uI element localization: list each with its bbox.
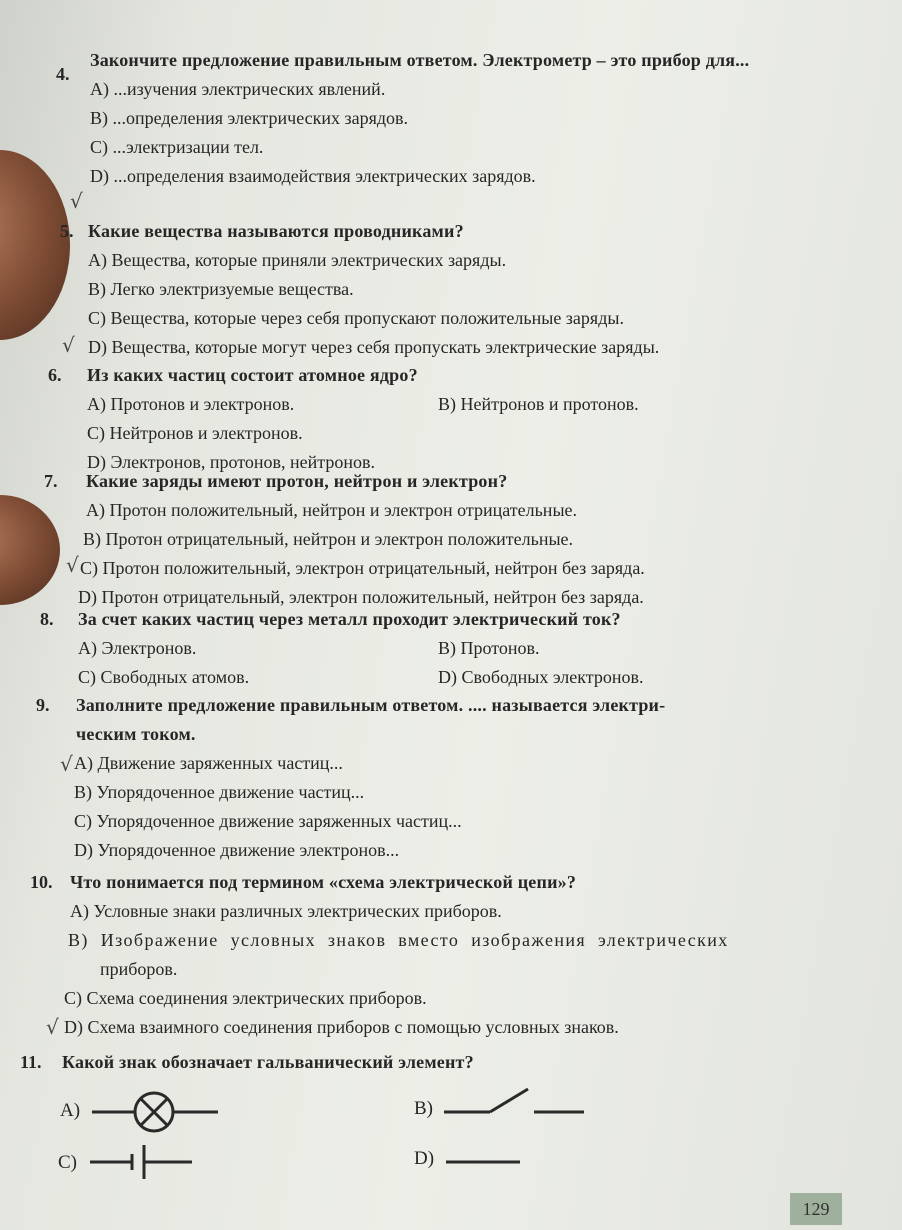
option-c: C) ...электризации тел. [90,137,264,157]
question-text: Какой знак обозначает гальванический элемент? [62,1052,474,1072]
switch-symbol [442,1084,592,1120]
question-text: Что понимается под термином «схема электрической цепи»? [70,872,577,892]
question-number: 6. [48,365,62,385]
option-a-label: A) [60,1100,81,1121]
option-b: B) Протонов. [438,638,540,658]
option-b: B) Изображение условных знаков вместо изображения электрических [68,930,729,950]
option-c: C) Упорядоченное движение заряженных частиц... [74,811,462,831]
check-mark-icon: √ [62,333,75,357]
question-number: 11. [20,1052,42,1072]
question-text-line2: ческим током. [76,724,196,744]
option-b: B) Протон отрицательный, нейтрон и электрон положительные. [83,529,574,549]
question-number: 10. [30,872,53,892]
option-b: B) Легко электризуемые вещества. [88,279,354,299]
option-d: D) Свободных электронов. [438,667,644,687]
option-a: A) ...изучения электрических явлений. [90,79,386,99]
question-text: Какие вещества называются проводниками? [88,221,464,241]
question-5 [0,217,860,362]
question-11 [0,1048,860,1077]
check-mark-icon: √ [70,189,83,213]
question-text: Какие заряды имеют протон, нейтрон и электрон? [86,471,508,491]
question-6 [0,361,860,477]
option-c: C) Вещества, которые через себя пропускают положительные заряды. [88,308,624,328]
option-row [0,634,860,663]
question-7 [0,467,860,612]
question-8 [0,605,860,692]
question-10 [0,868,860,1042]
question-number: 8. [40,609,54,629]
option-c: C) Нейтронов и электронов. [87,423,303,443]
option-b: B) Упорядоченное движение частиц... [74,782,365,802]
option-d: D) Электронов, протонов, нейтронов. [87,452,375,472]
option-d: D) Протон отрицательный, электрон положительный, нейтрон без заряда. [78,587,644,607]
option-a: A) Условные знаки различных электрических приборов. [70,901,502,921]
question-4 [0,44,860,191]
option-a: A) Движение заряженных частиц... [74,753,343,773]
check-mark-icon: √ [60,752,73,776]
question-9 [0,691,860,865]
option-b-label: B) [414,1098,433,1119]
lamp-symbol [90,1090,220,1134]
option-c: C) Свободных атомов. [78,667,250,687]
option-row [0,663,860,692]
question-text: Закончите предложение правильным ответом. Электрометр – это прибор для... [90,50,750,70]
question-text: Из каких частиц состоит атомное ядро? [87,365,418,385]
question-text: За счет каких частиц через металл проходит электрический ток? [78,609,621,629]
question-number: 7. [44,471,58,491]
option-d-label: D) [414,1148,435,1169]
option-a: A) Электронов. [78,638,197,658]
option-c-label: C) [58,1152,77,1173]
question-number: 4. [56,64,70,84]
option-b: B) ...определения электрических зарядов. [90,108,409,128]
question-text-line1: Заполните предложение правильным ответом. .... называется электри- [76,695,666,715]
option-c: C) Протон положительный, электрон отрицательный, нейтрон без заряда. [80,558,645,578]
question-number: 9. [36,695,50,715]
option-a: A) Вещества, которые приняли электрических заряды. [88,250,507,270]
page-number: 129 [790,1193,842,1225]
option-a: A) Протон положительный, нейтрон и электрон отрицательные. [86,500,578,520]
check-mark-icon: √ [66,553,79,577]
option-a: A) Протонов и электронов. [87,394,295,414]
option-d: D) Схема взаимного соединения приборов с помощью условных знаков. [64,1017,619,1037]
check-mark-icon: √ [46,1015,59,1039]
option-b: B) Нейтронов и протонов. [438,394,639,414]
option-c: C) Схема соединения электрических приборов. [64,988,427,1008]
galvanic-cell-symbol [88,1142,198,1182]
wire-symbol [444,1152,524,1172]
option-d: D) Упорядоченное движение электронов... [74,840,400,860]
option-b-continued: приборов. [100,959,178,979]
option-d: D) ...определения взаимодействия электрических зарядов. [90,166,536,186]
option-d: D) Вещества, которые могут через себя пропускать электрические заряды. [88,337,660,357]
question-number: 5. [60,221,74,241]
option-row [0,390,860,419]
